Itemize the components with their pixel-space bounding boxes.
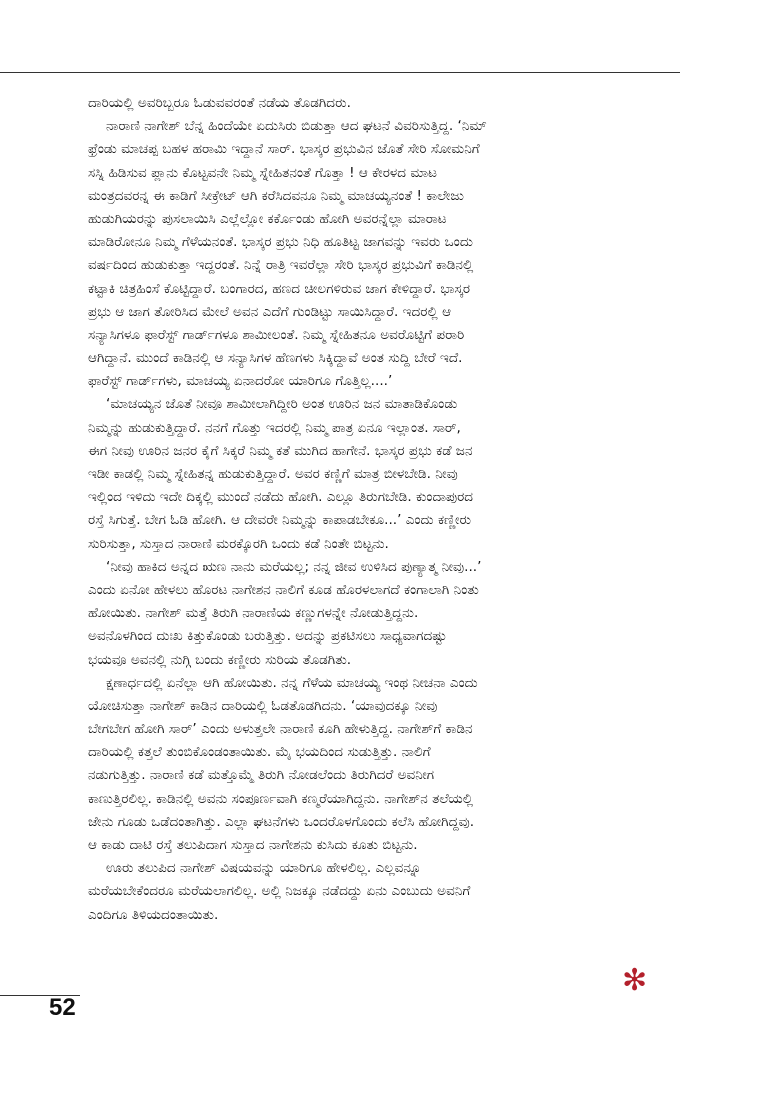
text-line: ಫ್ರೆಂಡು ಮಾಚಪ್ಪ ಬಹಳ ಹರಾಮಿ ಇದ್ದಾನೆ ಸಾರ್. ಭಾಸ್ಕರ ಪ್ರಭುವಿನ ಜೊತೆ ಸೇರಿ ಸೋಮನಿಗೆ — [88, 141, 480, 158]
text-line: ಆಗಿದ್ದಾನೆ. ಮುಂದೆ ಕಾಡಿನಲ್ಲಿ ಆ ಸನ್ಯಾಸಿಗಳ ಹೆಣಗಳು ಸಿಕ್ಕಿದ್ದಾವೆ ಅಂತ ಸುದ್ದಿ ಬೇರೆ ಇದೆ. — [88, 350, 463, 367]
text-line: ಈಗ ನೀವು ಊರಿನ ಜನರ ಕೈಗೆ ಸಿಕ್ಕರೆ ನಿಮ್ಮ ಕತೆ ಮುಗಿದ ಹಾಗೇನೆ. ಭಾಸ್ಕರ ಪ್ರಭು ಕಡೆ ಜನ — [88, 442, 473, 459]
text-line: ಅವನೊಳಗಿಂದ ದುಃಖ ಕಿತ್ತುಕೊಂಡು ಬರುತ್ತಿತ್ತು. ಅದನ್ನು ಪ್ರಕಟಿಸಲು ಸಾಧ್ಯವಾಗದಷ್ಟು — [88, 628, 447, 645]
text-line: ಎಂದಿಗೂ ತಿಳಿಯದಂತಾಯಿತು. — [88, 906, 219, 923]
text-line: ಫಾರೆಸ್ಟ್ ಗಾರ್ಡ್‌ಗಳು, ಮಾಚಯ್ಯ ಏನಾದರೋ ಯಾರಿಗೂ ಗೊತ್ತಿಲ್ಲ....’ — [88, 373, 393, 390]
text-line: ನಿಮ್ಮನ್ನು ಹುಡುಕುತ್ತಿದ್ದಾರೆ. ನನಗೆ ಗೊತ್ತು ಇದರಲ್ಲಿ ನಿಮ್ಮ ಪಾತ್ರ ಏನೂ ಇಲ್ಲಾಂತ. ಸಾರ್, — [88, 419, 461, 436]
text-line: ಎಂದು ಏನೋ ಹೇಳಲು ಹೊರಟ ನಾಗೇಶನ ನಾಲಿಗೆ ಕೂಡ ಹೊರಳಲಾಗದೆ ಕಂಗಾಲಾಗಿ ನಿಂತು — [88, 581, 479, 598]
text-line: ಬೇಗಬೇಗ ಹೋಗಿ ಸಾರ್’ ಎಂದು ಅಳುತ್ತಲೇ ನಾರಾಣಿ ಕೂಗಿ ಹೇಳುತ್ತಿದ್ದ. ನಾಗೇಶ್‌ಗೆ ಕಾಡಿನ — [88, 721, 473, 738]
text-line: ಜೇನು ಗೂಡು ಒಡೆದಂತಾಗಿತ್ತು. ಎಲ್ಲಾ ಘಟನೆಗಳು ಒಂದರೊಳಗೊಂದು ಕಲೆಸಿ ಹೋಗಿದ್ದವು. — [88, 813, 475, 830]
text-line: ‘ನೀವು ಹಾಕಿದ ಅನ್ನದ ಋಣ ನಾನು ಮರೆಯಲ್ಲ; ನನ್ನ ಜೀವ ಉಳಿಸಿದ ಪುಣ್ಯಾತ್ಮ ನೀವು...’ — [106, 558, 482, 575]
text-line: ಮಂತ್ರದವರನ್ನ ಈ ಕಾಡಿಗೆ ಸೀಕ್ರೇಟ್ ಆಗಿ ಕರೆಸಿದವನೂ ನಿಮ್ಮ ಮಾಚಯ್ಯನಂತೆ ! ಕಾಲೇಜು — [88, 187, 464, 204]
page-number: 52 — [49, 994, 76, 1021]
text-line: ಮಾಡಿರೋನೂ ನಿಮ್ಮ ಗೆಳೆಯನಂತೆ. ಭಾಸ್ಕರ ಪ್ರಭು ನಿಧಿ ಹೂತಿಟ್ಟ ಜಾಗವನ್ನು ಇವರು ಒಂದು — [88, 234, 473, 251]
text-line: ಸುರಿಸುತ್ತಾ, ಸುಸ್ತಾದ ನಾರಾಣಿ ಮರಕ್ಕೊರಗಿ ಒಂದು ಕಡೆ ನಿಂತೇ ಬಿಟ್ಟನು. — [88, 535, 389, 552]
text-line: ದಾರಿಯಲ್ಲಿ ಕತ್ತಲೆ ತುಂಬಿಕೊಂಡಂತಾಯಿತು. ಮೈ ಭಯದಿಂದ ಸುಡುತ್ತಿತ್ತು. ನಾಲಿಗೆ — [88, 744, 431, 761]
text-line: ಇಲ್ಲಿಂದ ಇಳಿದು ಇದೇ ದಿಕ್ಕಲ್ಲಿ ಮುಂದೆ ನಡೆದು ಹೋಗಿ. ಎಲ್ಲೂ ತಿರುಗಬೇಡಿ. ಕುಂದಾಪುರದ — [88, 489, 474, 506]
text-line: ಪ್ರಭು ಆ ಜಾಗ ತೋರಿಸಿದ ಮೇಲೆ ಅವನ ಎದೆಗೆ ಗುಂಡಿಟ್ಟು ಸಾಯಿಸಿದ್ದಾರೆ. ಇದರಲ್ಲಿ ಆ — [88, 303, 452, 320]
text-line: ಕ್ಷಣಾರ್ಧದಲ್ಲಿ ಏನೆಲ್ಲಾ ಆಗಿ ಹೋಯಿತು. ನನ್ನ ಗೆಳೆಯ ಮಾಚಯ್ಯ ಇಂಥ ನೀಚನಾ ಎಂದು — [106, 674, 478, 691]
text-line: ದಾರಿಯಲ್ಲಿ ಅವರಿಬ್ಬರೂ ಓಡುವವರಂತೆ ನಡೆಯ ತೊಡಗಿದರು. — [88, 95, 351, 111]
text-line: ‘ಮಾಚಯ್ಯನ ಜೊತೆ ನೀವೂ ಶಾಮೀಲಾಗಿದ್ದೀರಿ ಅಂತ ಊರಿನ ಜನ ಮಾತಾಡಿಕೊಂಡು — [106, 396, 458, 413]
story-text — [88, 92, 658, 927]
text-line: ಆ ಕಾಡು ದಾಟಿ ರಸ್ತೆ ತಲುಪಿದಾಗ ಸುಸ್ತಾದ ನಾಗೇಶನು ಕುಸಿದು ಕೂತು ಬಿಟ್ಟನು. — [88, 837, 418, 853]
text-line: ಇಡೀ ಕಾಡಲ್ಲಿ ನಿಮ್ಮ ಸ್ನೇಹಿತನ್ನ ಹುಡುಕುತ್ತಿದ್ದಾರೆ. ಅವರ ಕಣ್ಣಿಗೆ ಮಾತ್ರ ಬೀಳಬೇಡಿ. ನೀವು — [88, 466, 458, 482]
text-line: ಊರು ತಲುಪಿದ ನಾಗೇಶ್ ವಿಷಯವನ್ನು ಯಾರಿಗೂ ಹೇಳಲಿಲ್ಲ. ಎಲ್ಲವನ್ನೂ — [106, 860, 422, 877]
text-line: ಕಾಣುತ್ತಿರಲಿಲ್ಲ. ಕಾಡಿನಲ್ಲಿ ಅವನು ಸಂಪೂರ್ಣವಾಗಿ ಕಣ್ಮರೆಯಾಗಿದ್ದನು. ನಾಗೇಶ್‌ನ ತಲೆಯಲ್ಲಿ — [88, 790, 474, 807]
text-line: ಸನ್ಯಾಸಿಗಳೂ ಫಾರೆಸ್ಟ್ ಗಾರ್ಡ್‌ಗಳೂ ಶಾಮೀಲಂತೆ. ನಿಮ್ಮ ಸ್ನೇಹಿತನೂ ಅವರೊಟ್ಟಿಗೆ ಪರಾರಿ — [88, 326, 465, 343]
text-line: ನಡುಗುತ್ತಿತ್ತು. ನಾರಾಣಿ ಕಡೆ ಮತ್ತೊಮ್ಮೆ ತಿರುಗಿ ನೋಡಲೆಂದು ತಿರುಗಿದರೆ ಅವನೀಗ — [88, 767, 435, 784]
text-line: ಯೋಚಿಸುತ್ತಾ ನಾಗೇಶ್ ಕಾಡಿನ ದಾರಿಯಲ್ಲಿ ಓಡತೊಡಗಿದನು. ‘ಯಾವುದಕ್ಕೂ ನೀವು — [88, 697, 438, 714]
text-line: ಕಟ್ಟಾಕಿ ಚಿತ್ರಹಿಂಸೆ ಕೊಟ್ಟಿದ್ದಾರೆ. ಬಂಗಾರದ, ಹಣದ ಚೀಲಗಳಿರುವ ಜಾಗ ಕೇಳಿದ್ದಾರೆ. ಭಾಸ್ಕರ — [88, 280, 471, 297]
text-line: ಹೋಯಿತು. ನಾಗೇಶ್ ಮತ್ತೆ ತಿರುಗಿ ನಾರಾಣಿಯ ಕಣ್ಣುಗಳನ್ನೇ ನೋಡುತ್ತಿದ್ದನು. — [88, 605, 419, 622]
text-line: ರಸ್ತೆ ಸಿಗುತ್ತೆ. ಬೇಗ ಓಡಿ ಹೋಗಿ. ಆ ದೇವರೇ ನಿಮ್ಮನ್ನು ಕಾಪಾಡಬೇಕೂ...’ ಎಂದು ಕಣ್ಣೀರು — [88, 512, 472, 529]
text-line: ಹುಡುಗಿಯರನ್ನು ಪುಸಲಾಯಿಸಿ ಎಲ್ಲೆಲ್ಲೋ ಕರ್ಕೊಂಡು ಹೋಗಿ ಅವರನ್ನೆಲ್ಲಾ ಮಾರಾಟ — [88, 210, 447, 227]
top-rule — [0, 72, 680, 73]
text-line: ಭಯವೂ ಅವನಲ್ಲಿ ನುಗ್ಗಿ ಬಂದು ಕಣ್ಣೀರು ಸುರಿಯ ತೊಡಗಿತು. — [88, 651, 352, 668]
text-line: ನಾರಾಣಿ ನಾಗೇಶ್ ಬೆನ್ನ ಹಿಂದೆಯೇ ಏದುಸಿರು ಬಿಡುತ್ತಾ ಆದ ಘಟನೆ ವಿವರಿಸುತ್ತಿದ್ದ. ‘ನಿಮ್ — [106, 118, 487, 135]
text-line: ಸಸ್ನಿ ಹಿಡಿಸುವ ಪ್ಲಾನು ಕೊಟ್ಟವನೇ ನಿಮ್ಮ ಸ್ನೇಹಿತನಂತೆ ಗೊತ್ತಾ ! ಆ ಕೇರಳದ ಮಾಟ — [88, 164, 437, 181]
text-line: ಮರೆಯಬೇಕೆಂದರೂ ಮರೆಯಲಾಗಲಿಲ್ಲ. ಅಲ್ಲಿ ನಿಜಕ್ಕೂ ನಡೆದದ್ದು ಏನು ಎಂಬುದು ಅವನಿಗೆ — [88, 883, 471, 900]
end-of-story-asterisk-icon: ✻ — [622, 963, 648, 998]
text-line: ವರ್ಷದಿಂದ ಹುಡುಕುತ್ತಾ ಇದ್ದರಂತೆ. ನಿನ್ನೆ ರಾತ್ರಿ ಇವರೆಲ್ಲಾ ಸೇರಿ ಭಾಸ್ಕರ ಪ್ರಭುವಿಗೆ ಕಾಡಿನಲ್ಲಿ — [88, 257, 474, 274]
